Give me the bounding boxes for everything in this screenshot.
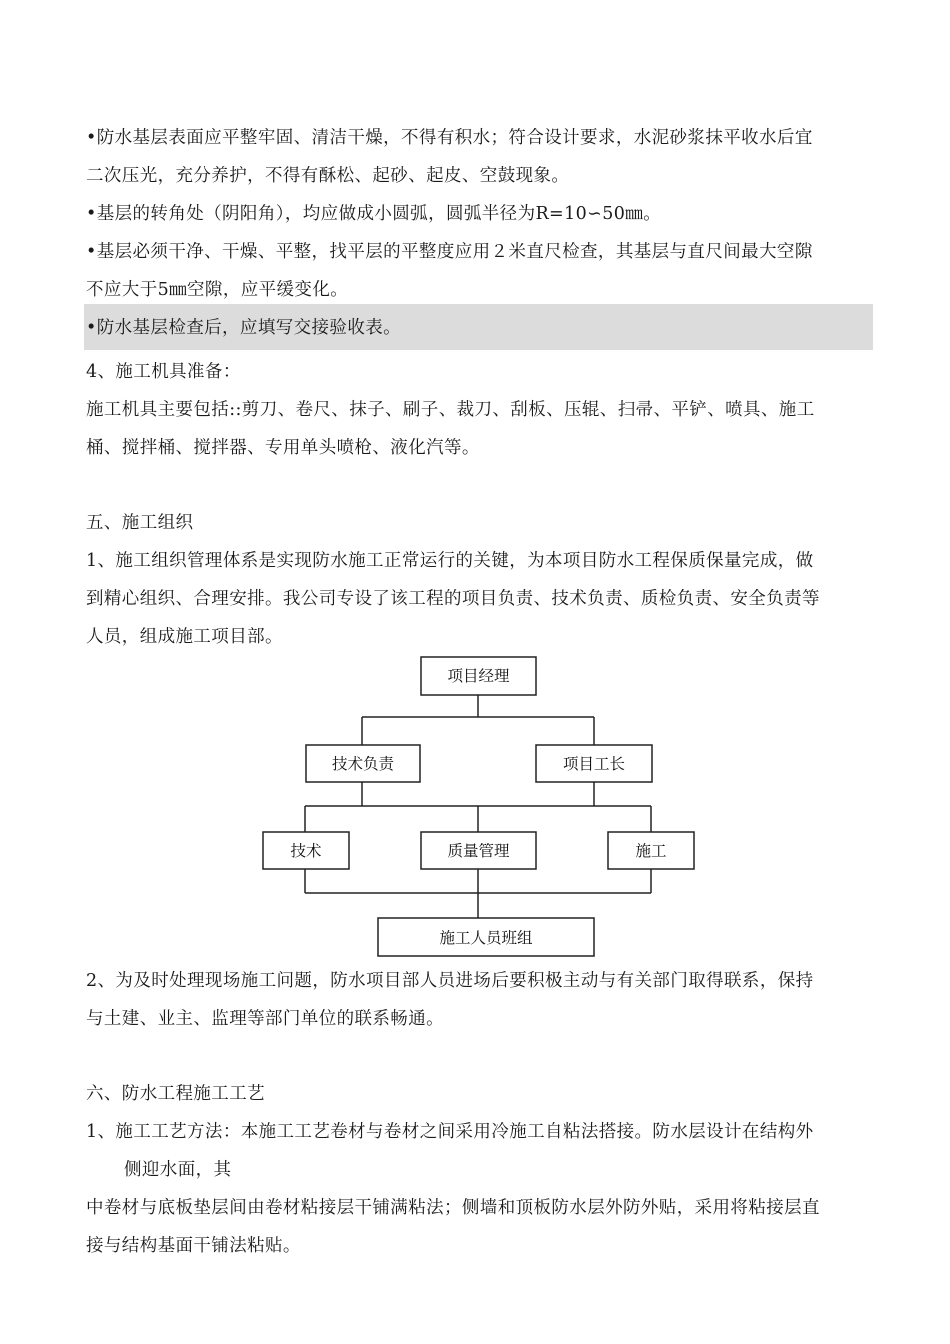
org-box-quality xyxy=(421,832,536,869)
paragraph-flatness-line1: •基层必须干净、干燥、平整，找平层的平整度应用２米直尺检查，其基层与直尺间最大空隙 xyxy=(86,242,813,262)
org-box-technical-lead xyxy=(306,745,420,782)
org-chart-connectors xyxy=(305,695,651,918)
section-4-tools-line1: 施工机具主要包括::剪刀、卷尺、抹子、刷子、裁刀、刮板、压辊、扫帚、平铲、喷具、施工 xyxy=(86,400,815,420)
org-box-project-manager xyxy=(421,657,536,695)
section-6-1-line1: 1、施工工艺方法：本施工工艺卷材与卷材之间采用冷施工自粘法搭接。防水层设计在结构外 xyxy=(86,1122,814,1142)
org-box-technical xyxy=(263,832,349,869)
paragraph-base-surface-line1: •防水基层表面应平整牢固、清洁干燥，不得有积水；符合设计要求，水泥砂浆抹平收水后宜 xyxy=(86,128,813,148)
section-5-1-line3: 人员，组成施工项目部。 xyxy=(86,627,283,647)
org-label-foreman: 项目工长 xyxy=(562,755,626,773)
org-label-work-team: 施工人员班组 xyxy=(439,929,533,947)
section-5-2-line2: 与土建、业主、监理等部门单位的联系畅通。 xyxy=(86,1009,444,1029)
org-label-technical-lead: 技术负责 xyxy=(331,755,395,773)
org-label-technical: 技术 xyxy=(290,842,322,860)
org-label-project-manager: 项目经理 xyxy=(447,667,510,685)
paragraph-flatness-line2: 不应大于5㎜空隙，应平缓变化。 xyxy=(86,280,349,300)
section-5-2-line1: 2、为及时处理现场施工问题，防水项目部人员进场后要积极主动与有关部门取得联系，保持 xyxy=(86,971,814,991)
org-label-quality: 质量管理 xyxy=(447,842,510,860)
paragraph-base-surface-line2: 二次压光，充分养护，不得有酥松、起砂、起皮、空鼓现象。 xyxy=(86,166,570,186)
org-box-work-team xyxy=(378,918,594,956)
heading-section-5: 五、施工组织 xyxy=(86,513,194,533)
section-4-tools-line2: 桶、搅拌桶、搅拌器、专用单头喷枪、液化汽等。 xyxy=(86,438,480,458)
paragraph-corner-radius: •基层的转角处（阴阳角），均应做成小圆弧，圆弧半径为R=10∽50㎜。 xyxy=(86,204,662,224)
org-box-construction xyxy=(608,832,694,869)
section-5-1-line1: 1、施工组织管理体系是实现防水施工正常运行的关键，为本项目防水工程保质保量完成，做 xyxy=(86,551,814,571)
paragraph-handover-form: •防水基层检查后，应填写交接验收表。 xyxy=(86,318,402,338)
section-5-1-line2: 到精心组织、合理安排。我公司专设了该工程的项目负责、技术负责、质检负责、安全负责等 xyxy=(86,589,820,609)
section-4-title: 4、施工机具准备： xyxy=(86,362,241,382)
section-6-1-line2: 侧迎水面，其 xyxy=(124,1160,232,1180)
heading-section-6: 六、防水工程施工工艺 xyxy=(86,1084,265,1104)
section-6-1-line4: 接与结构基面干铺法粘贴。 xyxy=(86,1236,301,1256)
org-label-construction: 施工 xyxy=(635,842,667,860)
section-6-1-line3: 中卷材与底板垫层间由卷材粘接层干铺满粘法；侧墙和顶板防水层外防外贴，采用将粘接层直 xyxy=(86,1198,820,1218)
org-box-foreman xyxy=(536,745,652,782)
